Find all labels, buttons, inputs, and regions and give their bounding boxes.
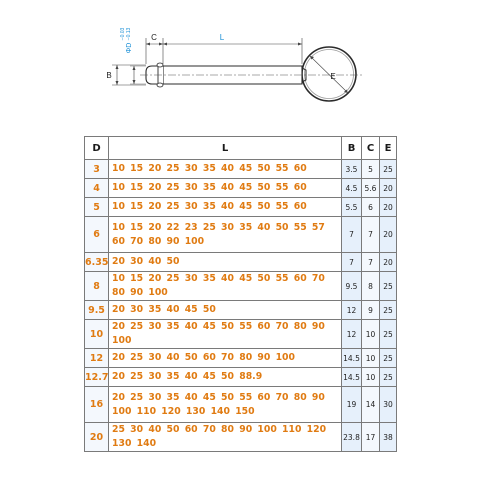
cell-b: 9.5: [342, 272, 362, 301]
cell-e: 25: [380, 368, 397, 387]
cell-c: 9: [362, 301, 380, 320]
label-d: ΦD: [126, 42, 133, 54]
table-row: [85, 423, 397, 452]
cell-e: 25: [380, 349, 397, 368]
locking-ball-top: [157, 63, 163, 67]
cell-l: 10 15 20 22 23 25 30 35 40 50 55 57 60 70 80 90 100: [109, 217, 342, 253]
table-row: [85, 320, 397, 349]
header-d: D: [85, 137, 109, 160]
cell-c: 10: [362, 320, 380, 349]
cell-d: 20: [85, 423, 109, 452]
cell-c: 10: [362, 368, 380, 387]
cell-l: 20 25 30 40 50 60 70 80 90 100: [109, 349, 342, 368]
cell-b: 23.8: [342, 423, 362, 452]
cell-l: 20 30 40 50: [109, 253, 342, 272]
table-row: [85, 301, 397, 320]
cell-d: 12: [85, 349, 109, 368]
cell-e: 20: [380, 198, 397, 217]
cell-d: 6.35: [85, 253, 109, 272]
cell-b: 5.5: [342, 198, 362, 217]
cell-d: 6: [85, 217, 109, 253]
tolerance-upper: −0.03: [120, 27, 126, 41]
cell-d: 9.5: [85, 301, 109, 320]
cell-c: 5.6: [362, 179, 380, 198]
table-row: [85, 387, 397, 423]
table-row: [85, 217, 397, 253]
cell-d: 4: [85, 179, 109, 198]
cell-l: 10 15 20 25 30 35 40 45 50 55 60 70 80 90 100: [109, 272, 342, 301]
cell-e: 20: [380, 253, 397, 272]
cell-c: 7: [362, 217, 380, 253]
cell-b: 12: [342, 320, 362, 349]
cell-c: 17: [362, 423, 380, 452]
cell-l: 10 15 20 25 30 35 40 45 50 55 60: [109, 198, 342, 217]
label-l: L: [219, 33, 225, 42]
pin-drawing: [0, 0, 480, 130]
label-b: B: [106, 71, 112, 80]
cell-e: 20: [380, 217, 397, 253]
cell-l: 20 25 30 35 40 45 50 55 60 70 80 90 100: [109, 320, 342, 349]
cell-c: 10: [362, 349, 380, 368]
cell-l: 20 25 30 35 40 45 50 55 60 70 80 90 100 110 120 130 140 150: [109, 387, 342, 423]
cell-l: 10 15 20 25 30 35 40 45 50 55 60: [109, 160, 342, 179]
cell-c: 7: [362, 253, 380, 272]
cell-b: 19: [342, 387, 362, 423]
table-row: [85, 198, 397, 217]
cell-c: 8: [362, 272, 380, 301]
cell-e: 38: [380, 423, 397, 452]
cell-l: 20 30 35 40 45 50: [109, 301, 342, 320]
header-e: E: [380, 137, 397, 160]
cell-b: 7: [342, 253, 362, 272]
table-row: [85, 160, 397, 179]
cell-b: 7: [342, 217, 362, 253]
cell-c: 5: [362, 160, 380, 179]
cell-b: 12: [342, 301, 362, 320]
label-e: E: [330, 72, 336, 81]
table-row: [85, 368, 397, 387]
cell-c: 14: [362, 387, 380, 423]
table-row: [85, 253, 397, 272]
tolerance-lower: −0.13: [126, 27, 132, 41]
cell-b: 3.5: [342, 160, 362, 179]
cell-d: 5: [85, 198, 109, 217]
cell-d: 8: [85, 272, 109, 301]
cell-l: 20 25 30 35 40 45 50 88.9: [109, 368, 342, 387]
cell-e: 25: [380, 272, 397, 301]
spec-table: [84, 136, 397, 452]
cell-b: 4.5: [342, 179, 362, 198]
cell-d: 10: [85, 320, 109, 349]
locking-ball-bottom: [157, 83, 163, 87]
table-row: [85, 179, 397, 198]
table-row: [85, 272, 397, 301]
cell-e: 30: [380, 387, 397, 423]
header-b: B: [342, 137, 362, 160]
cell-c: 6: [362, 198, 380, 217]
cell-d: 3: [85, 160, 109, 179]
table-header-row: [85, 137, 397, 160]
cell-d: 16: [85, 387, 109, 423]
label-c: C: [151, 33, 157, 42]
header-l: L: [109, 137, 342, 160]
cell-l: 25 30 40 50 60 70 80 90 100 110 120 130 140: [109, 423, 342, 452]
cell-e: 20: [380, 179, 397, 198]
cell-l: 10 15 20 25 30 35 40 45 50 55 60: [109, 179, 342, 198]
cell-d: 12.7: [85, 368, 109, 387]
cell-b: 14.5: [342, 368, 362, 387]
cell-e: 25: [380, 301, 397, 320]
table-row: [85, 349, 397, 368]
cell-e: 25: [380, 160, 397, 179]
cell-e: 25: [380, 320, 397, 349]
header-c: C: [362, 137, 380, 160]
cell-b: 14.5: [342, 349, 362, 368]
